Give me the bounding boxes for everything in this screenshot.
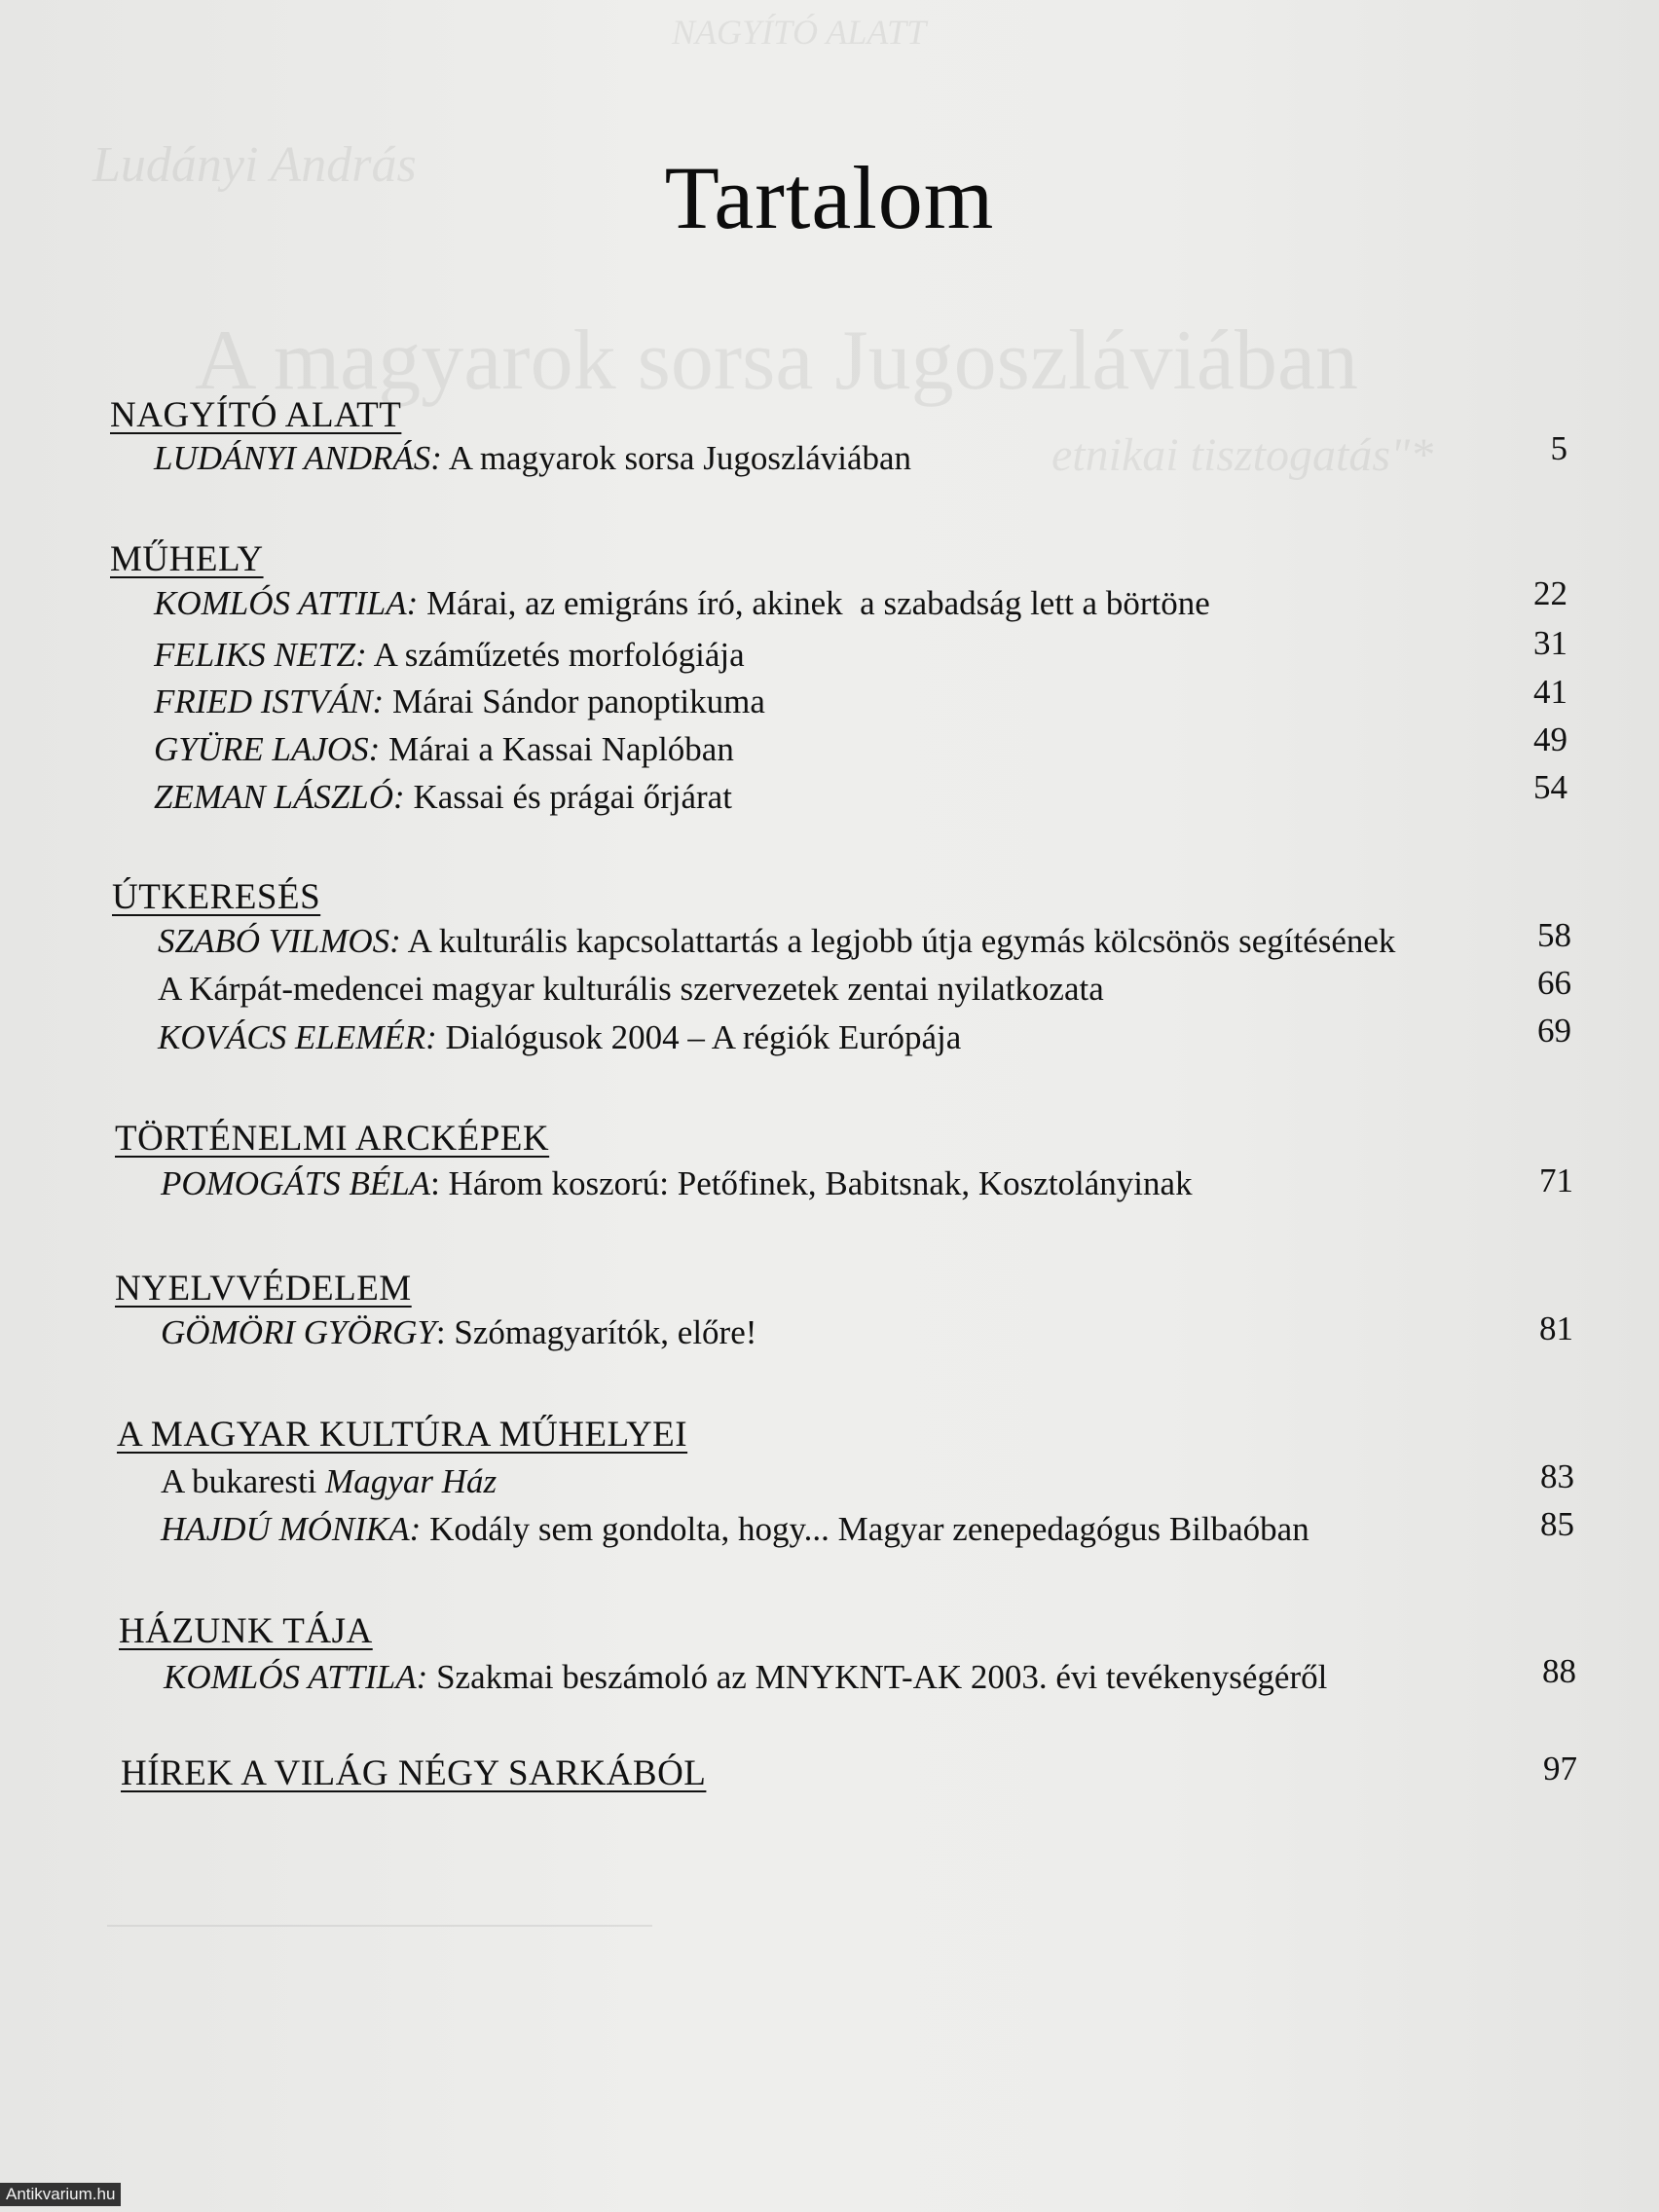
entry-page-number: 49 bbox=[1533, 720, 1567, 758]
entry-author: SZABÓ VILMOS: bbox=[158, 922, 401, 960]
section-heading: HÁZUNK TÁJA bbox=[119, 1611, 373, 1651]
entry-page-number: 71 bbox=[1539, 1161, 1573, 1199]
entry-title: Dialógusok 2004 – A régiók Európája bbox=[445, 1018, 962, 1056]
section-heading: A MAGYAR KULTÚRA MŰHELYEI bbox=[117, 1415, 688, 1455]
entry-author: HAJDÚ MÓNIKA: bbox=[161, 1510, 422, 1548]
entry-title: Márai Sándor panoptikuma bbox=[391, 682, 765, 720]
toc-entry bbox=[161, 1164, 1193, 1203]
entry-title: Kodály sem gondolta, hogy... Magyar zenepedagógus Bilbaóban bbox=[429, 1510, 1309, 1548]
entry-page-number: 69 bbox=[1537, 1012, 1571, 1050]
entry-page-number: 81 bbox=[1539, 1309, 1573, 1347]
ghost-subheading: etnikai tisztogatás"* bbox=[1051, 429, 1434, 481]
toc-entry bbox=[154, 584, 1210, 623]
entry-title: Három koszorú: Petőfinek, Babitsnak, Kosztolányinak bbox=[448, 1164, 1193, 1202]
entry-title-italic: Magyar Ház bbox=[325, 1462, 498, 1500]
entry-title: Szómagyarítók, előre! bbox=[454, 1313, 757, 1351]
toc-entry bbox=[161, 1510, 1309, 1549]
entry-title: Márai, az emigráns író, akinek a szabadság lett a börtöne bbox=[426, 584, 1210, 622]
section-heading: HÍREK A VILÁG NÉGY SARKÁBÓL bbox=[121, 1753, 707, 1793]
section-heading: MŰHELY bbox=[110, 539, 264, 579]
entry-page-number: 58 bbox=[1537, 916, 1571, 954]
entry-author: ZEMAN LÁSZLÓ: bbox=[154, 778, 405, 816]
entry-author: FELIKS NETZ: bbox=[154, 636, 367, 674]
toc-entry bbox=[158, 970, 1104, 1009]
entry-author: KOMLÓS ATTILA: bbox=[164, 1658, 428, 1696]
entry-page-number: 83 bbox=[1540, 1457, 1574, 1495]
toc-entry bbox=[154, 778, 732, 817]
entry-author: POMOGÁTS BÉLA bbox=[161, 1164, 431, 1202]
entry-page-number: 41 bbox=[1533, 673, 1567, 711]
entry-separator: : bbox=[430, 1164, 440, 1202]
watermark: Antikvarium.hu bbox=[0, 2183, 121, 2206]
entry-page-number: 85 bbox=[1540, 1505, 1574, 1543]
section-heading: TÖRTÉNELMI ARCKÉPEK bbox=[115, 1119, 550, 1159]
section-heading: NYELVVÉDELEM bbox=[115, 1269, 412, 1309]
toc-entry bbox=[154, 439, 911, 478]
ghost-running-head: NAGYÍTÓ ALATT bbox=[672, 13, 927, 52]
entry-separator: : bbox=[435, 1313, 446, 1351]
entry-page-number: 66 bbox=[1537, 964, 1571, 1002]
toc-entry bbox=[154, 682, 765, 721]
entry-title: Márai a Kassai Naplóban bbox=[388, 730, 734, 768]
entry-author: FRIED ISTVÁN: bbox=[154, 682, 385, 720]
ghost-rule bbox=[107, 1925, 652, 1927]
entry-title: A kulturális kapcsolattartás a legjobb útja egymás kölcsönös segítésének bbox=[407, 922, 1396, 960]
entry-page-number: 54 bbox=[1533, 768, 1567, 806]
entry-author: LUDÁNYI ANDRÁS: bbox=[154, 439, 442, 477]
toc-entry bbox=[164, 1658, 1327, 1697]
toc-entry bbox=[154, 730, 734, 769]
entry-title: A magyarok sorsa Jugoszláviában bbox=[448, 439, 912, 477]
entry-title: A Kárpát-medencei magyar kulturális szervezetek zentai nyilatkozata bbox=[158, 970, 1104, 1008]
entry-page-number: 88 bbox=[1542, 1652, 1576, 1690]
entry-page-number: 31 bbox=[1533, 624, 1567, 662]
toc-entry bbox=[154, 636, 745, 675]
entry-author: KOMLÓS ATTILA: bbox=[154, 584, 419, 622]
ghost-author: Ludányi András bbox=[92, 137, 417, 193]
entry-page-number: 97 bbox=[1543, 1750, 1577, 1788]
toc-entry bbox=[161, 1462, 497, 1501]
section-heading: NAGYÍTÓ ALATT bbox=[110, 395, 402, 435]
section-heading: ÚTKERESÉS bbox=[112, 877, 321, 917]
entry-title: Kassai és prágai őrjárat bbox=[413, 778, 732, 816]
entry-title: Szakmai beszámoló az MNYKNT-AK 2003. évi tevékenységéről bbox=[436, 1658, 1328, 1696]
toc-entry bbox=[158, 922, 1395, 961]
page-title: Tartalom bbox=[664, 148, 995, 247]
entry-author: GÖMÖRI GYÖRGY bbox=[161, 1313, 436, 1351]
entry-title: A száműzetés morfológiája bbox=[373, 636, 745, 674]
toc-entry bbox=[161, 1313, 756, 1352]
entry-author: GYÜRE LAJOS: bbox=[154, 730, 381, 768]
entry-page-number: 22 bbox=[1533, 574, 1567, 612]
toc-entry bbox=[158, 1018, 961, 1057]
entry-title: A bukaresti bbox=[161, 1462, 317, 1500]
entry-page-number: 5 bbox=[1550, 429, 1567, 467]
ghost-heading: A magyarok sorsa Jugoszláviában bbox=[195, 313, 1359, 408]
entry-author: KOVÁCS ELEMÉR: bbox=[158, 1018, 437, 1056]
